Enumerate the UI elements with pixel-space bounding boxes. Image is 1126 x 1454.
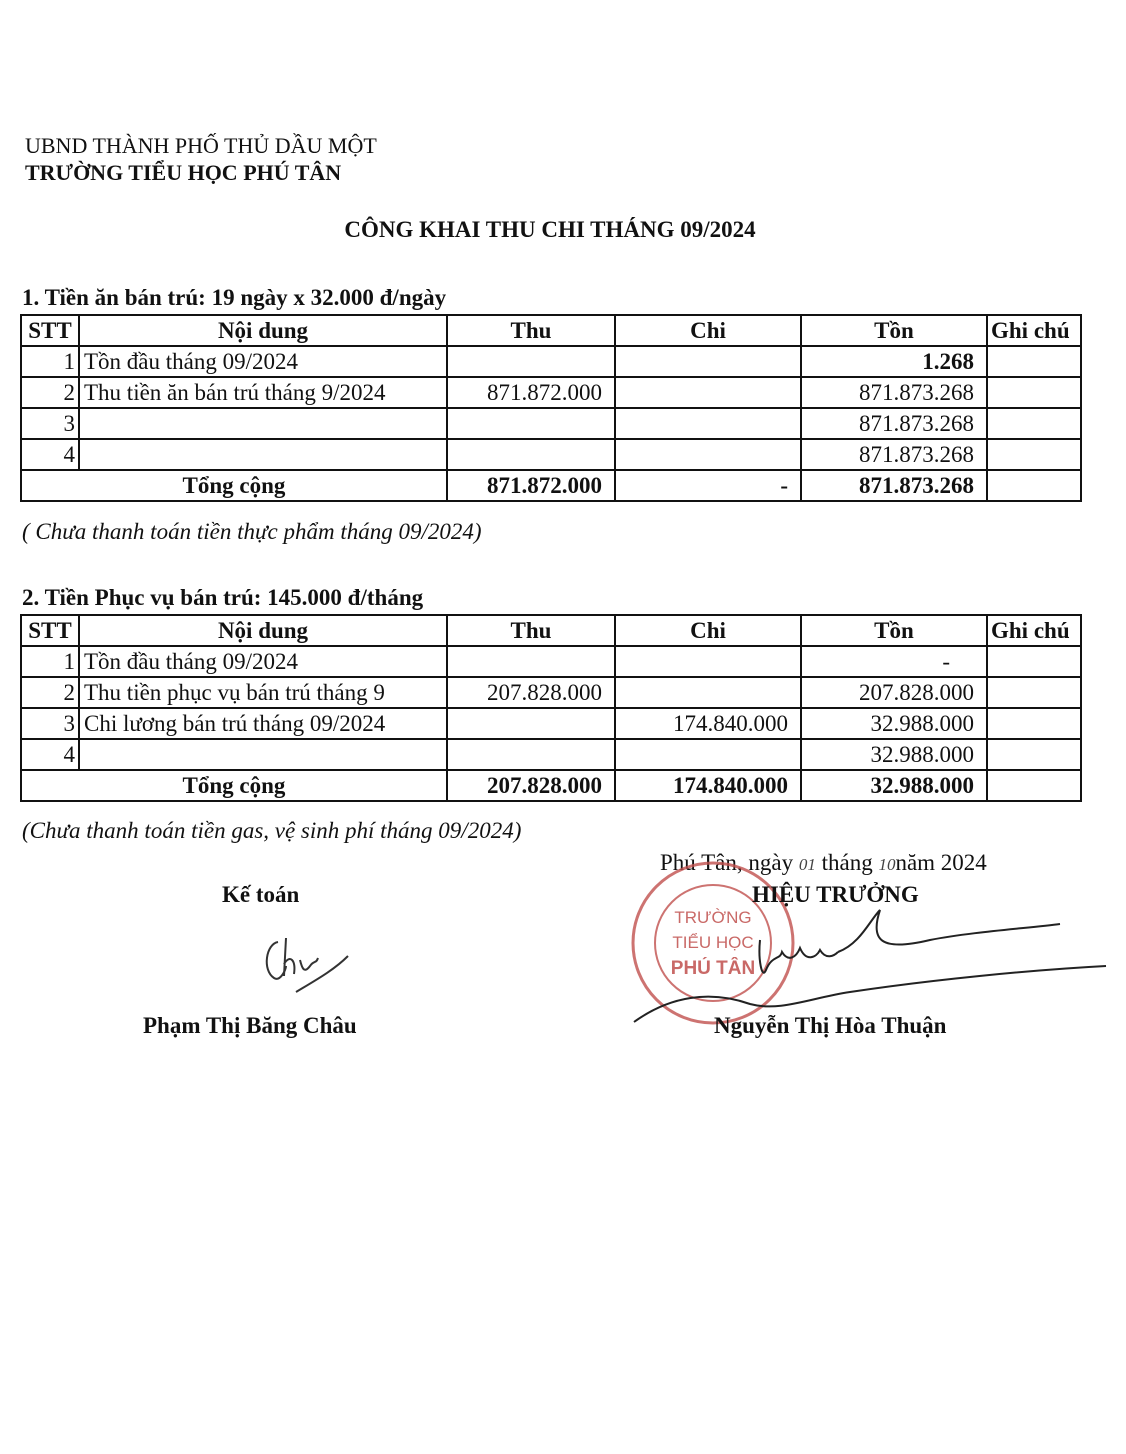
col-thu: Thu bbox=[447, 315, 615, 346]
row-ton: 32.988.000 bbox=[801, 739, 987, 770]
table-row bbox=[21, 346, 1081, 377]
accountant-name: Phạm Thị Băng Châu bbox=[143, 1013, 357, 1038]
table-row bbox=[21, 377, 1081, 408]
section1-title: 1. Tiền ăn bán trú: 19 ngày x 32.000 đ/ngày bbox=[22, 285, 447, 310]
total-thu: 871.872.000 bbox=[447, 470, 615, 501]
row-content bbox=[79, 408, 447, 439]
row-thu bbox=[447, 708, 615, 739]
row-note bbox=[987, 439, 1081, 470]
section1-table bbox=[20, 314, 1082, 502]
row-content bbox=[79, 739, 447, 770]
section2-table bbox=[20, 614, 1082, 802]
table-row bbox=[21, 439, 1081, 470]
col-note: Ghi chú bbox=[987, 315, 1081, 346]
total-note bbox=[987, 470, 1081, 501]
row-content: Thu tiền phục vụ bán trú tháng 9 bbox=[79, 677, 447, 708]
row-chi bbox=[615, 677, 801, 708]
row-content: Thu tiền ăn bán trú tháng 9/2024 bbox=[79, 377, 447, 408]
document-title: CÔNG KHAI THU CHI THÁNG 09/2024 bbox=[344, 217, 756, 242]
total-note bbox=[987, 770, 1081, 801]
col-content: Nội dung bbox=[79, 615, 447, 646]
row-stt: 2 bbox=[21, 677, 79, 708]
month-word: tháng bbox=[821, 850, 873, 875]
row-ton: 207.828.000 bbox=[801, 677, 987, 708]
row-note bbox=[987, 739, 1081, 770]
row-chi bbox=[615, 646, 801, 677]
row-stt: 4 bbox=[21, 439, 79, 470]
row-note bbox=[987, 708, 1081, 739]
total-row bbox=[21, 770, 1081, 801]
handwritten-month: 10 bbox=[878, 855, 896, 874]
table-header-row bbox=[21, 315, 1081, 346]
row-thu: 871.872.000 bbox=[447, 377, 615, 408]
row-chi bbox=[615, 439, 801, 470]
total-chi: - bbox=[615, 470, 801, 501]
principal-role: HIỆU TRƯỞNG bbox=[752, 882, 919, 907]
principal-name: Nguyễn Thị Hòa Thuận bbox=[714, 1013, 947, 1038]
row-ton: - bbox=[801, 646, 987, 677]
section2-footnote: (Chưa thanh toán tiền gas, vệ sinh phí tháng 09/2024) bbox=[22, 818, 522, 843]
row-note bbox=[987, 346, 1081, 377]
accountant-signature-icon bbox=[256, 930, 356, 1000]
row-stt: 3 bbox=[21, 408, 79, 439]
col-content: Nội dung bbox=[79, 315, 447, 346]
row-thu bbox=[447, 739, 615, 770]
row-thu bbox=[447, 646, 615, 677]
section2-title: 2. Tiền Phục vụ bán trú: 145.000 đ/tháng bbox=[22, 585, 424, 610]
row-content: Tồn đầu tháng 09/2024 bbox=[79, 346, 447, 377]
col-stt: STT bbox=[21, 315, 79, 346]
row-ton: 1.268 bbox=[801, 346, 987, 377]
row-note bbox=[987, 646, 1081, 677]
table-row bbox=[21, 708, 1081, 739]
section1-footnote: ( Chưa thanh toán tiền thực phẩm tháng 09/2024) bbox=[22, 519, 482, 544]
row-ton: 871.873.268 bbox=[801, 408, 987, 439]
row-thu: 207.828.000 bbox=[447, 677, 615, 708]
stamp-line-3: PHÚ TÂN bbox=[670, 958, 756, 979]
row-stt: 4 bbox=[21, 739, 79, 770]
table-row bbox=[21, 677, 1081, 708]
row-note bbox=[987, 677, 1081, 708]
row-chi bbox=[615, 739, 801, 770]
row-chi: 174.840.000 bbox=[615, 708, 801, 739]
row-ton: 871.873.268 bbox=[801, 439, 987, 470]
row-stt: 1 bbox=[21, 346, 79, 377]
table-row bbox=[21, 646, 1081, 677]
row-note bbox=[987, 377, 1081, 408]
row-note bbox=[987, 408, 1081, 439]
row-ton: 32.988.000 bbox=[801, 708, 987, 739]
row-thu bbox=[447, 408, 615, 439]
table-row bbox=[21, 408, 1081, 439]
col-thu: Thu bbox=[447, 615, 615, 646]
table-header-row bbox=[21, 615, 1081, 646]
stamp-line-1: TRƯỜNG bbox=[674, 908, 752, 927]
total-thu: 207.828.000 bbox=[447, 770, 615, 801]
handwritten-day: 01 bbox=[798, 855, 816, 874]
col-ton: Tồn bbox=[801, 315, 987, 346]
row-stt: 2 bbox=[21, 377, 79, 408]
total-row bbox=[21, 470, 1081, 501]
table-row bbox=[21, 739, 1081, 770]
stamp-line-2: TIỂU HỌC bbox=[672, 933, 754, 952]
agency-name: UBND THÀNH PHỐ THỦ DẦU MỘT bbox=[25, 133, 377, 158]
place-prefix: Phú Tân, ngày bbox=[660, 850, 794, 875]
row-thu bbox=[447, 439, 615, 470]
year-text: năm 2024 bbox=[895, 850, 987, 875]
col-chi: Chi bbox=[615, 315, 801, 346]
row-chi bbox=[615, 346, 801, 377]
row-stt: 1 bbox=[21, 646, 79, 677]
row-chi bbox=[615, 408, 801, 439]
total-label: Tổng cộng bbox=[21, 770, 447, 801]
row-chi bbox=[615, 377, 801, 408]
row-stt: 3 bbox=[21, 708, 79, 739]
row-content: Tồn đầu tháng 09/2024 bbox=[79, 646, 447, 677]
total-ton: 32.988.000 bbox=[801, 770, 987, 801]
row-ton: 871.873.268 bbox=[801, 377, 987, 408]
total-ton: 871.873.268 bbox=[801, 470, 987, 501]
col-ton: Tồn bbox=[801, 615, 987, 646]
row-content bbox=[79, 439, 447, 470]
total-chi: 174.840.000 bbox=[615, 770, 801, 801]
col-chi: Chi bbox=[615, 615, 801, 646]
col-stt: STT bbox=[21, 615, 79, 646]
col-note: Ghi chú bbox=[987, 615, 1081, 646]
row-thu bbox=[447, 346, 615, 377]
total-label: Tổng cộng bbox=[21, 470, 447, 501]
row-content: Chi lương bán trú tháng 09/2024 bbox=[79, 708, 447, 739]
accountant-role: Kế toán bbox=[222, 882, 300, 907]
school-name: TRƯỜNG TIỂU HỌC PHÚ TÂN bbox=[25, 160, 342, 185]
